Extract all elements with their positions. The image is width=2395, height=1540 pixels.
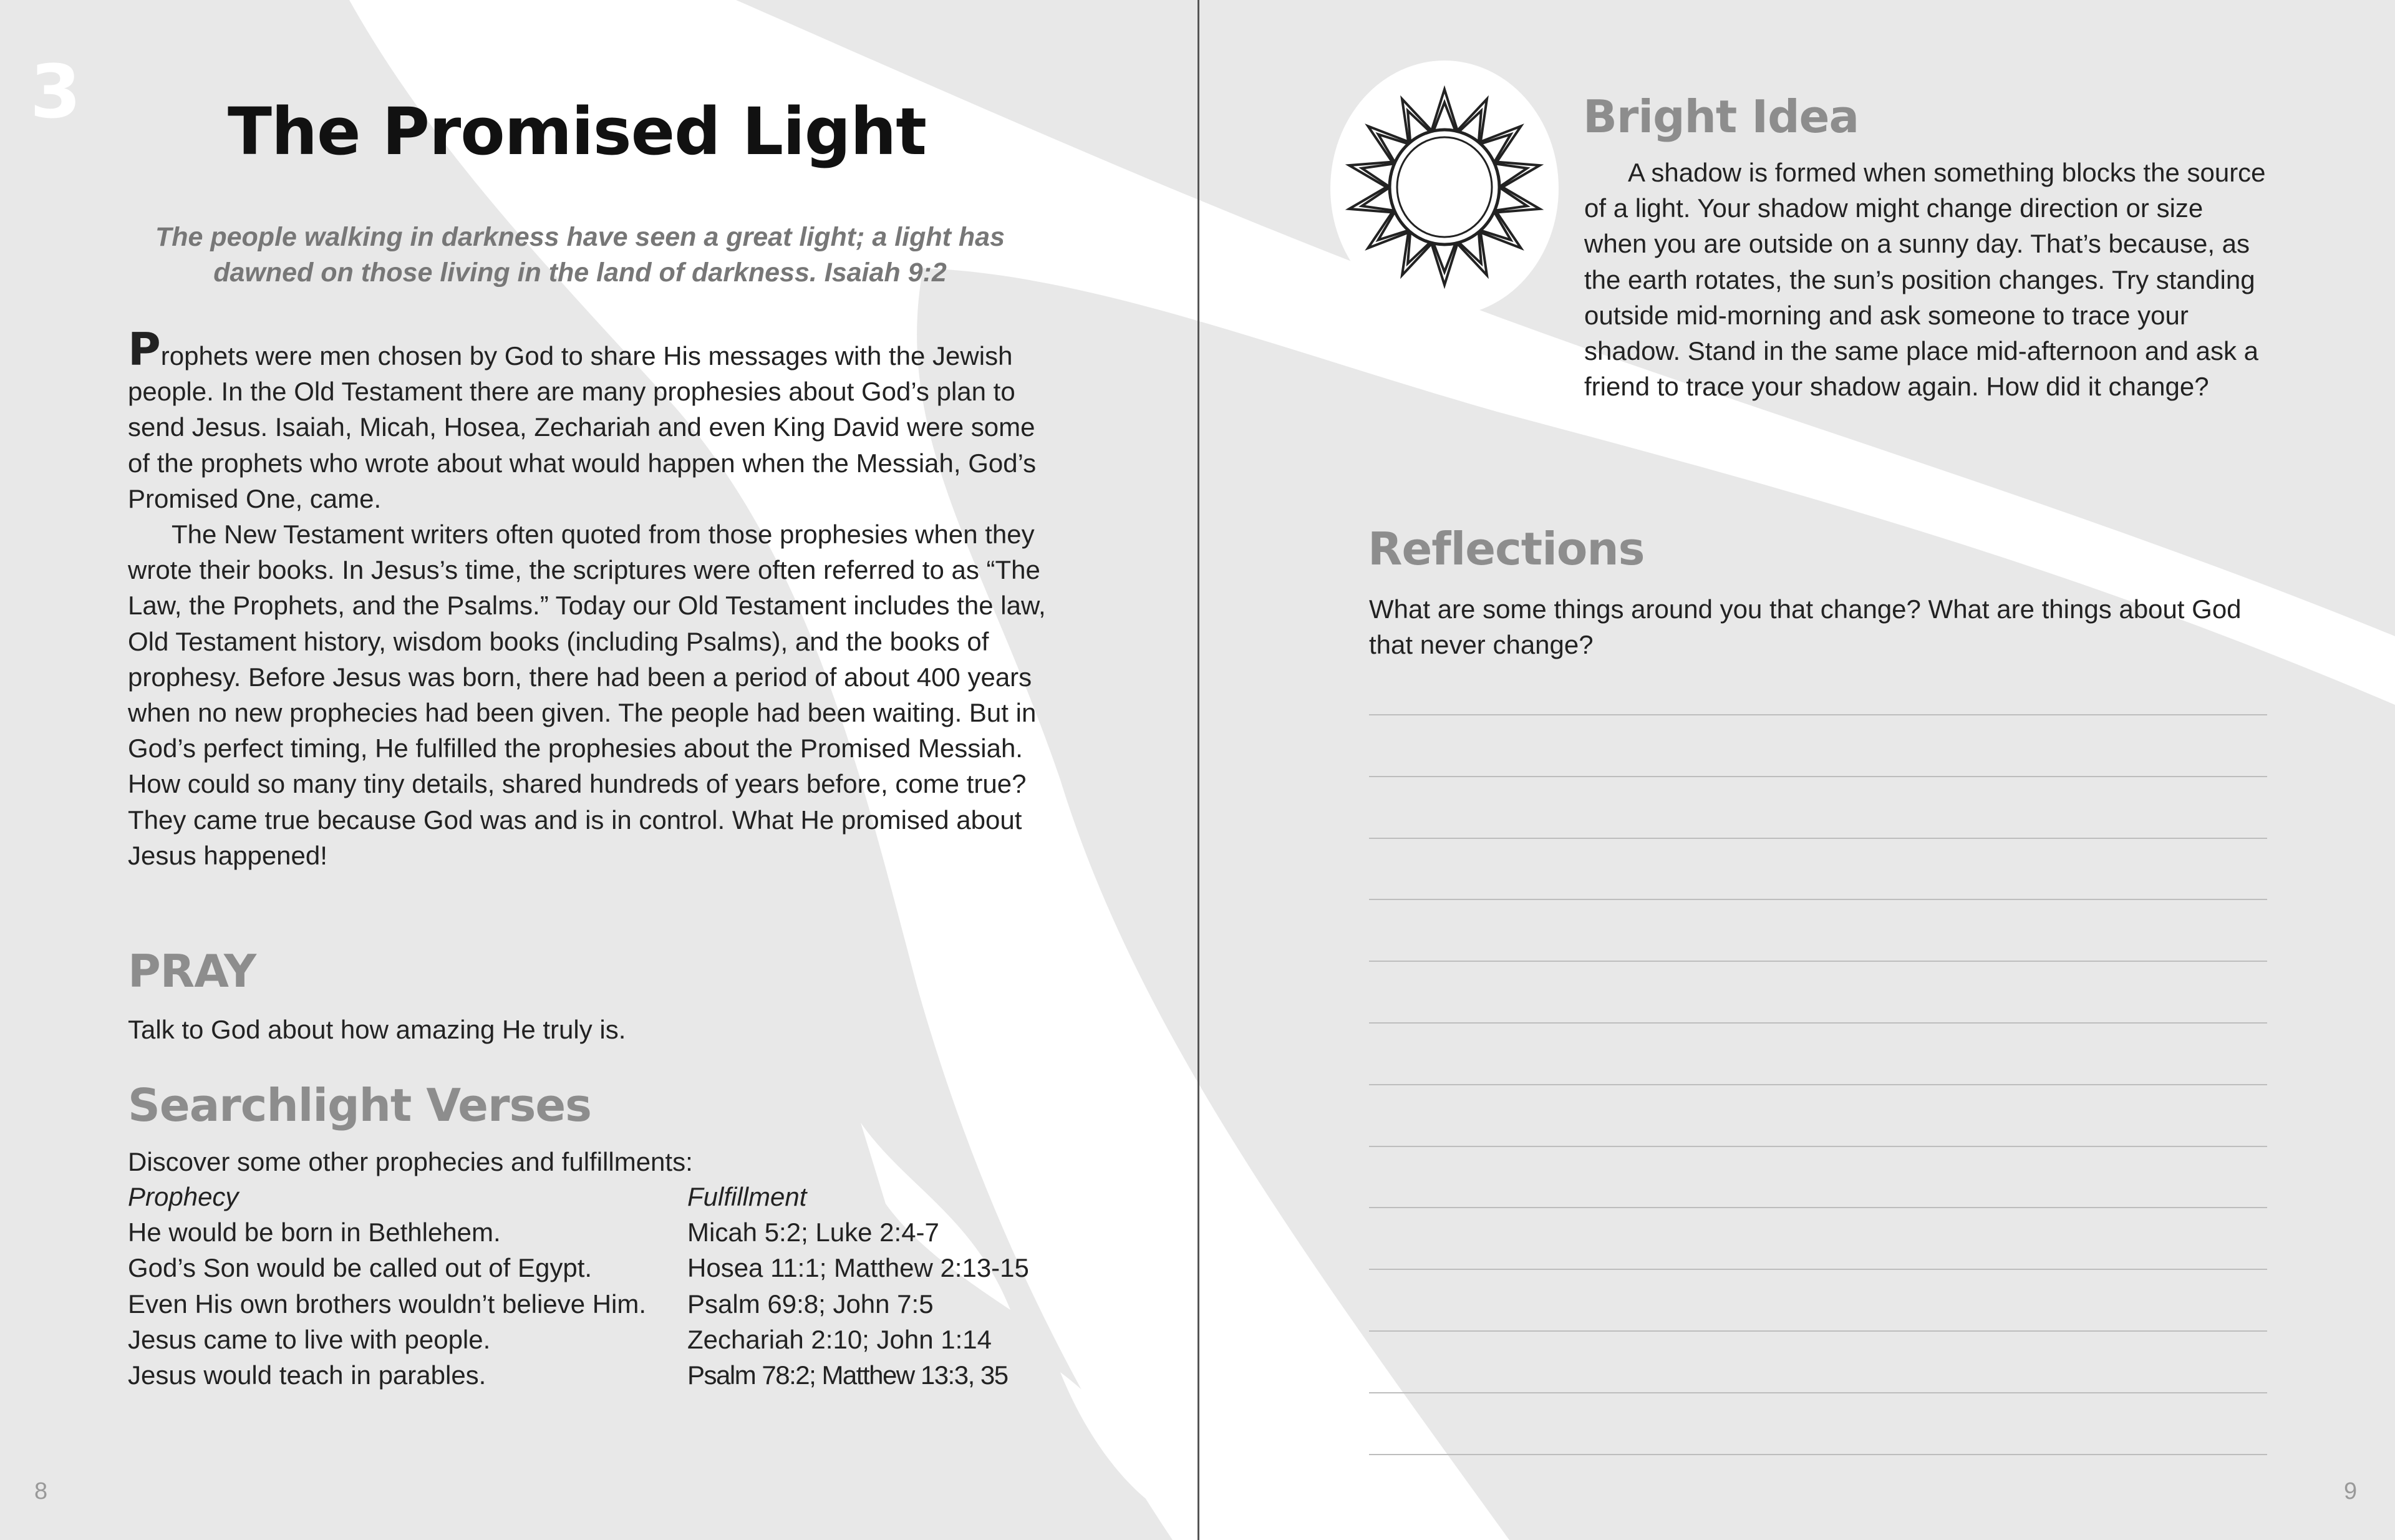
writing-line [1369, 1146, 2267, 1147]
writing-line [1369, 899, 2267, 900]
writing-line [1369, 1269, 2267, 1270]
writing-line [1369, 776, 2267, 777]
paragraph-1 [128, 323, 1051, 516]
main-text [128, 323, 1051, 873]
writing-line [1369, 1454, 2267, 1455]
page-number-left: 8 [34, 1478, 48, 1504]
fulfillment-column-header: Fulfillment [687, 1181, 807, 1211]
sun-icon [1330, 81, 1559, 293]
page-title: The Promised Light [228, 94, 926, 170]
searchlight-heading: Searchlight Verses [128, 1079, 592, 1131]
pray-heading: PRAY [128, 945, 256, 997]
book-spine [1198, 0, 1199, 1540]
prophecy-cell: Even His own brothers wouldn’t believe Him. [128, 1289, 647, 1319]
paragraph-1-text: rophets were men chosen by God to share His messages with the Jewish people. In the Old Testament there are many prophesies about God’s plan to send Jesus. Isaiah, Micah, Hosea, Zechariah and even King David were some of the prophets who wrote about what would happen when the Messiah, God’s Promised One, came. [128, 341, 1037, 513]
chapter-number: 3 [30, 49, 82, 135]
writing-line [1369, 1022, 2267, 1024]
bright-idea-text: A shadow is formed when something blocks the source of a light. Your shadow might change direction or size when you are outside on a sunny day. That’s because, as the earth rotates, the sun’s position changes. Try standing outside mid-morning and ask someone to trace your shadow. Stand in the same place mid-afternoon and ask a friend to trace your shadow again. How did it change? [1584, 158, 2266, 402]
prophecy-table [128, 1179, 1029, 1393]
table-row [128, 1214, 1029, 1250]
table-header-row [128, 1179, 1029, 1214]
fulfillment-cell: Hosea 11:1; Matthew 2:13-15 [687, 1253, 1029, 1283]
fulfillment-cell: Psalm 69:8; John 7:5 [687, 1289, 934, 1319]
table-row [128, 1322, 1029, 1357]
drop-cap: P [128, 323, 161, 375]
epigraph: The people walking in darkness have seen a great light; a light has dawned on those living in the land of darkness. Isaiah 9:2 [155, 222, 1005, 288]
paragraph-2: The New Testament writers often quoted from those prophesies when they wrote their books. In Jesus’s time, the scriptures were often referred to as “The Law, the Prophets, and the Psalms.” Today our Old Testament includes the law, Old Testament history, wisdom books (including Psalms), and the books of prophesy. Before Jesus was born, there had been a period of about 400 years when no new prophecies had been given. The people had been waiting. But in God’s perfect timing, He fulfilled the prophesies about the Promised Messiah. How could so many tiny details, shared hundreds of years before, come true? They came true because God was and is in control. What He promised about Jesus happened! [128, 520, 1046, 870]
reflections-heading: Reflections [1368, 523, 1645, 575]
page-number-right: 9 [2344, 1478, 2358, 1504]
writing-line [1369, 714, 2267, 715]
writing-line [1369, 1207, 2267, 1208]
fulfillment-cell: Psalm 78:2; Matthew 13:3, 35 [687, 1360, 1008, 1390]
pray-text: Talk to God about how amazing He truly is. [128, 1015, 626, 1044]
writing-line [1369, 1392, 2267, 1393]
prophecy-cell: Jesus would teach in parables. [128, 1360, 486, 1390]
reflections-question: What are some things around you that change? What are things about God that never change? [1369, 594, 2242, 660]
prophecy-cell: Jesus came to live with people. [128, 1324, 491, 1354]
fulfillment-cell: Zechariah 2:10; John 1:14 [687, 1324, 992, 1354]
searchlight-intro: Discover some other prophecies and fulfillments: [128, 1147, 693, 1176]
writing-line [1369, 961, 2267, 962]
prophecy-cell: He would be born in Bethlehem. [128, 1217, 501, 1247]
fulfillment-cell: Micah 5:2; Luke 2:4-7 [687, 1217, 939, 1247]
writing-line [1369, 1330, 2267, 1332]
writing-line [1369, 838, 2267, 839]
table-row [128, 1357, 1029, 1393]
bright-idea-heading: Bright Idea [1583, 90, 1859, 143]
table-row [128, 1251, 1029, 1286]
writing-line [1369, 1084, 2267, 1085]
table-row [128, 1286, 1029, 1322]
prophecy-cell: God’s Son would be called out of Egypt. [128, 1253, 593, 1283]
prophecy-column-header: Prophecy [128, 1181, 239, 1211]
